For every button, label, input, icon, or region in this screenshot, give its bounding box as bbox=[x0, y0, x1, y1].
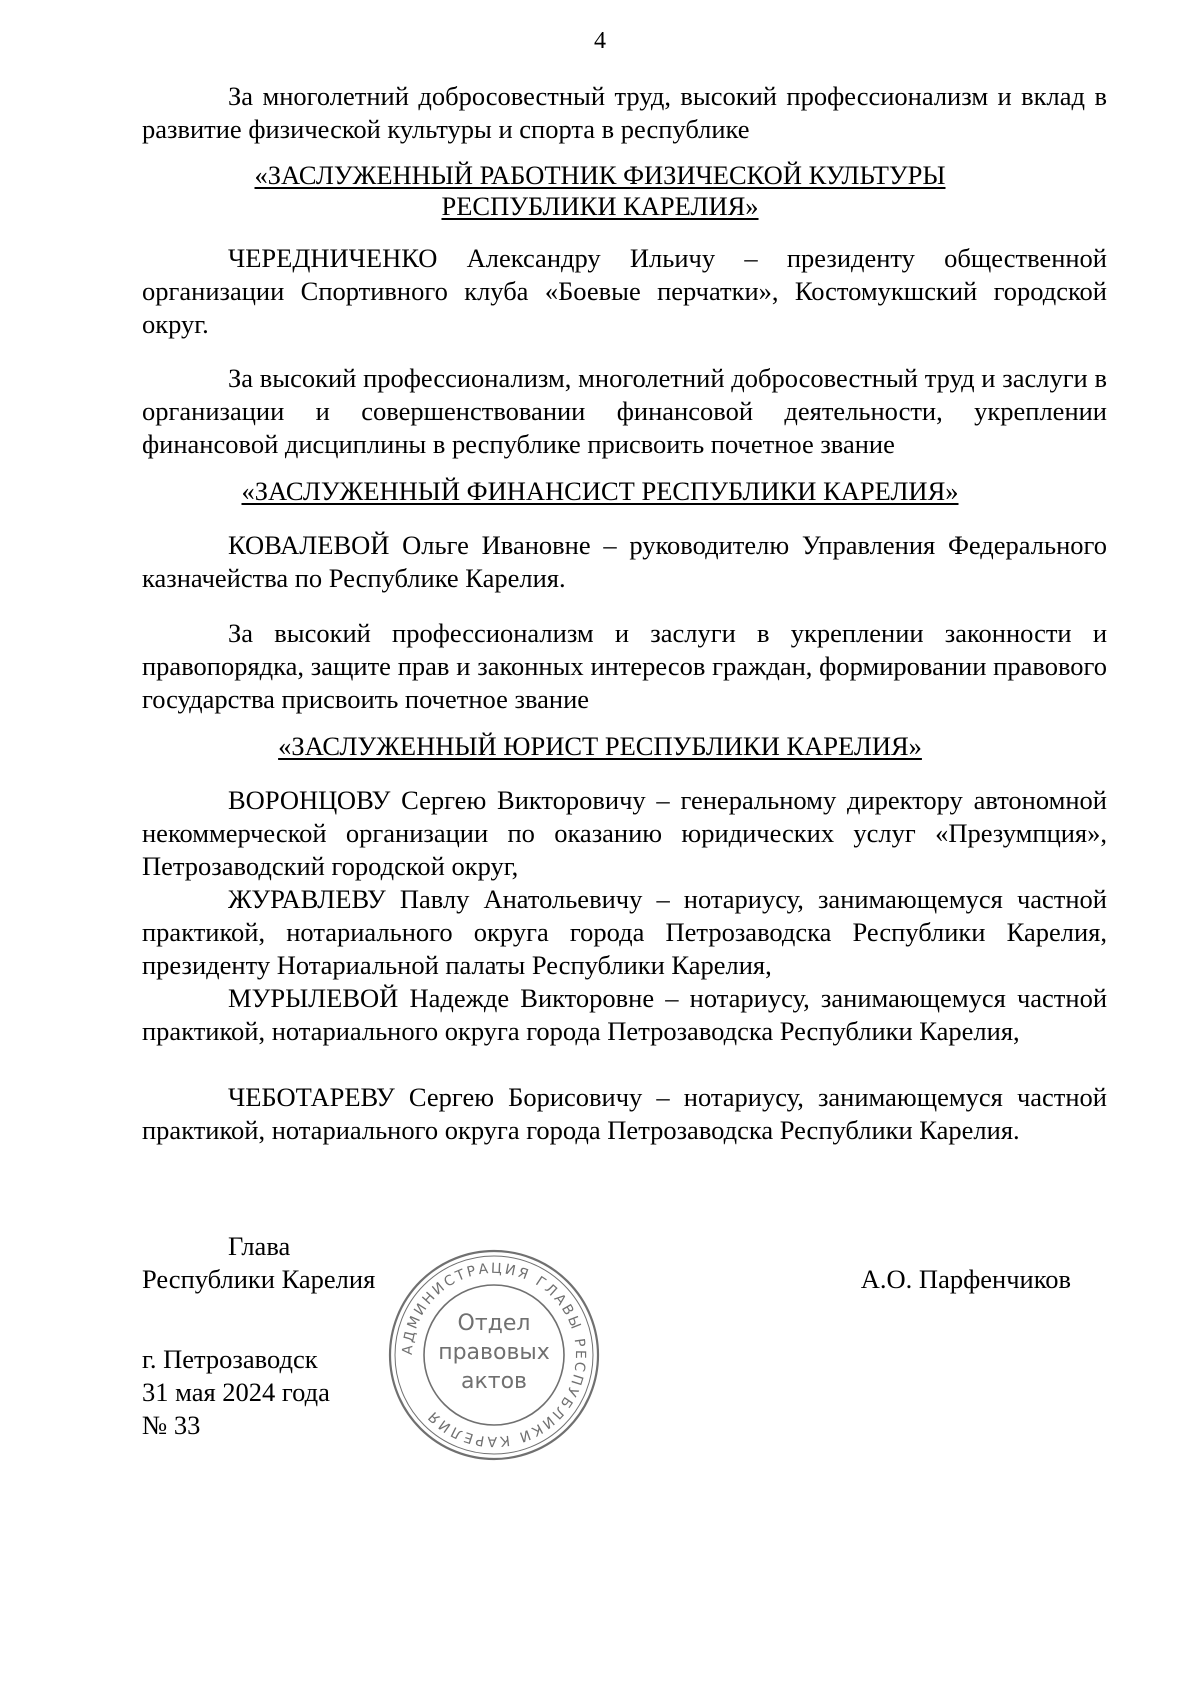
page-number: 4 bbox=[594, 28, 606, 54]
finance-paragraph: За высокий профессионализм, многолетний добросовестный труд и заслуги в организации и совершенствовании финансовой деятельности, укреплении финансовой дисциплины в республике присвоить почетное звание bbox=[142, 363, 1107, 459]
title-sport-line1: «ЗАСЛУЖЕННЫЙ РАБОТНИК ФИЗИЧЕСКОЙ КУЛЬТУРЫ bbox=[254, 160, 946, 190]
title-law-award bbox=[0, 731, 1200, 762]
signature-role-line1: Глава bbox=[228, 1231, 291, 1261]
award-law-recipient-2: ЖУРАВЛЕВУ Павлу Анатольевичу – нотариусу, занимающемуся частной практикой, нотариального округа города Петрозаводска Республики Карелия, президенту Нотариальной палаты Республики Карелия, bbox=[142, 884, 1107, 980]
title-finance-award bbox=[0, 476, 1200, 507]
stamp-ring-text: АДМИНИСТРАЦИЯ ГЛАВЫ РЕСПУБЛИКИ КАРЕЛИЯ bbox=[399, 1260, 589, 1450]
title-law-line: «ЗАСЛУЖЕННЫЙ ЮРИСТ РЕСПУБЛИКИ КАРЕЛИЯ» bbox=[278, 731, 922, 761]
stamp-center-line3: актов bbox=[460, 1369, 528, 1394]
law-paragraph: За высокий профессионализм и заслуги в укреплении законности и правопорядка, защите прав и законных интересов граждан, формировании правового государства присвоить почетное звание bbox=[142, 618, 1107, 714]
stamp-center-line2: правовых bbox=[438, 1340, 550, 1365]
award-finance-recipient: КОВАЛЕВОЙ Ольге Ивановне – руководителю Управления Федерального казначейства по Республике Карелия. bbox=[142, 530, 1107, 593]
title-finance-line: «ЗАСЛУЖЕННЫЙ ФИНАНСИСТ РЕСПУБЛИКИ КАРЕЛИЯ» bbox=[241, 476, 959, 506]
signature-name: А.О. Парфенчиков bbox=[860, 1264, 1071, 1294]
title-sport-line2: РЕСПУБЛИКИ КАРЕЛИЯ» bbox=[441, 191, 759, 221]
place-of-signing: г. Петрозаводск bbox=[142, 1344, 318, 1374]
award-law-recipient-4: ЧЕБОТАРЕВУ Сергею Борисовичу – нотариусу, занимающемуся частной практикой, нотариального округа города Петрозаводска Республики Карелия. bbox=[142, 1082, 1107, 1145]
award-law-recipient-1: ВОРОНЦОВУ Сергею Викторовичу – генеральному директору автономной некоммерческой организации по оказанию юридических услуг «Презумпция», Петрозаводский городской округ, bbox=[142, 785, 1107, 881]
intro-paragraph: За многолетний добросовестный труд, высокий профессионализм и вклад в развитие физической культуры и спорта в республике bbox=[142, 81, 1107, 144]
award-sport-recipient: ЧЕРЕДНИЧЕНКО Александру Ильичу – президенту общественной организации Спортивного клуба «Боевые перчатки», Костомукшский городской округ. bbox=[142, 243, 1107, 339]
signature-role-line2: Республики Карелия bbox=[142, 1264, 376, 1294]
document-number: № 33 bbox=[142, 1410, 201, 1440]
award-law-recipient-3: МУРЫЛЕВОЙ Надежде Викторовне – нотариусу, занимающемуся частной практикой, нотариального округа города Петрозаводска Республики Карелия, bbox=[142, 983, 1107, 1046]
document-date: 31 мая 2024 года bbox=[142, 1377, 330, 1407]
stamp-center-line1: Отдел bbox=[457, 1311, 531, 1336]
official-stamp bbox=[386, 1247, 602, 1463]
title-sport-award bbox=[0, 160, 1200, 222]
